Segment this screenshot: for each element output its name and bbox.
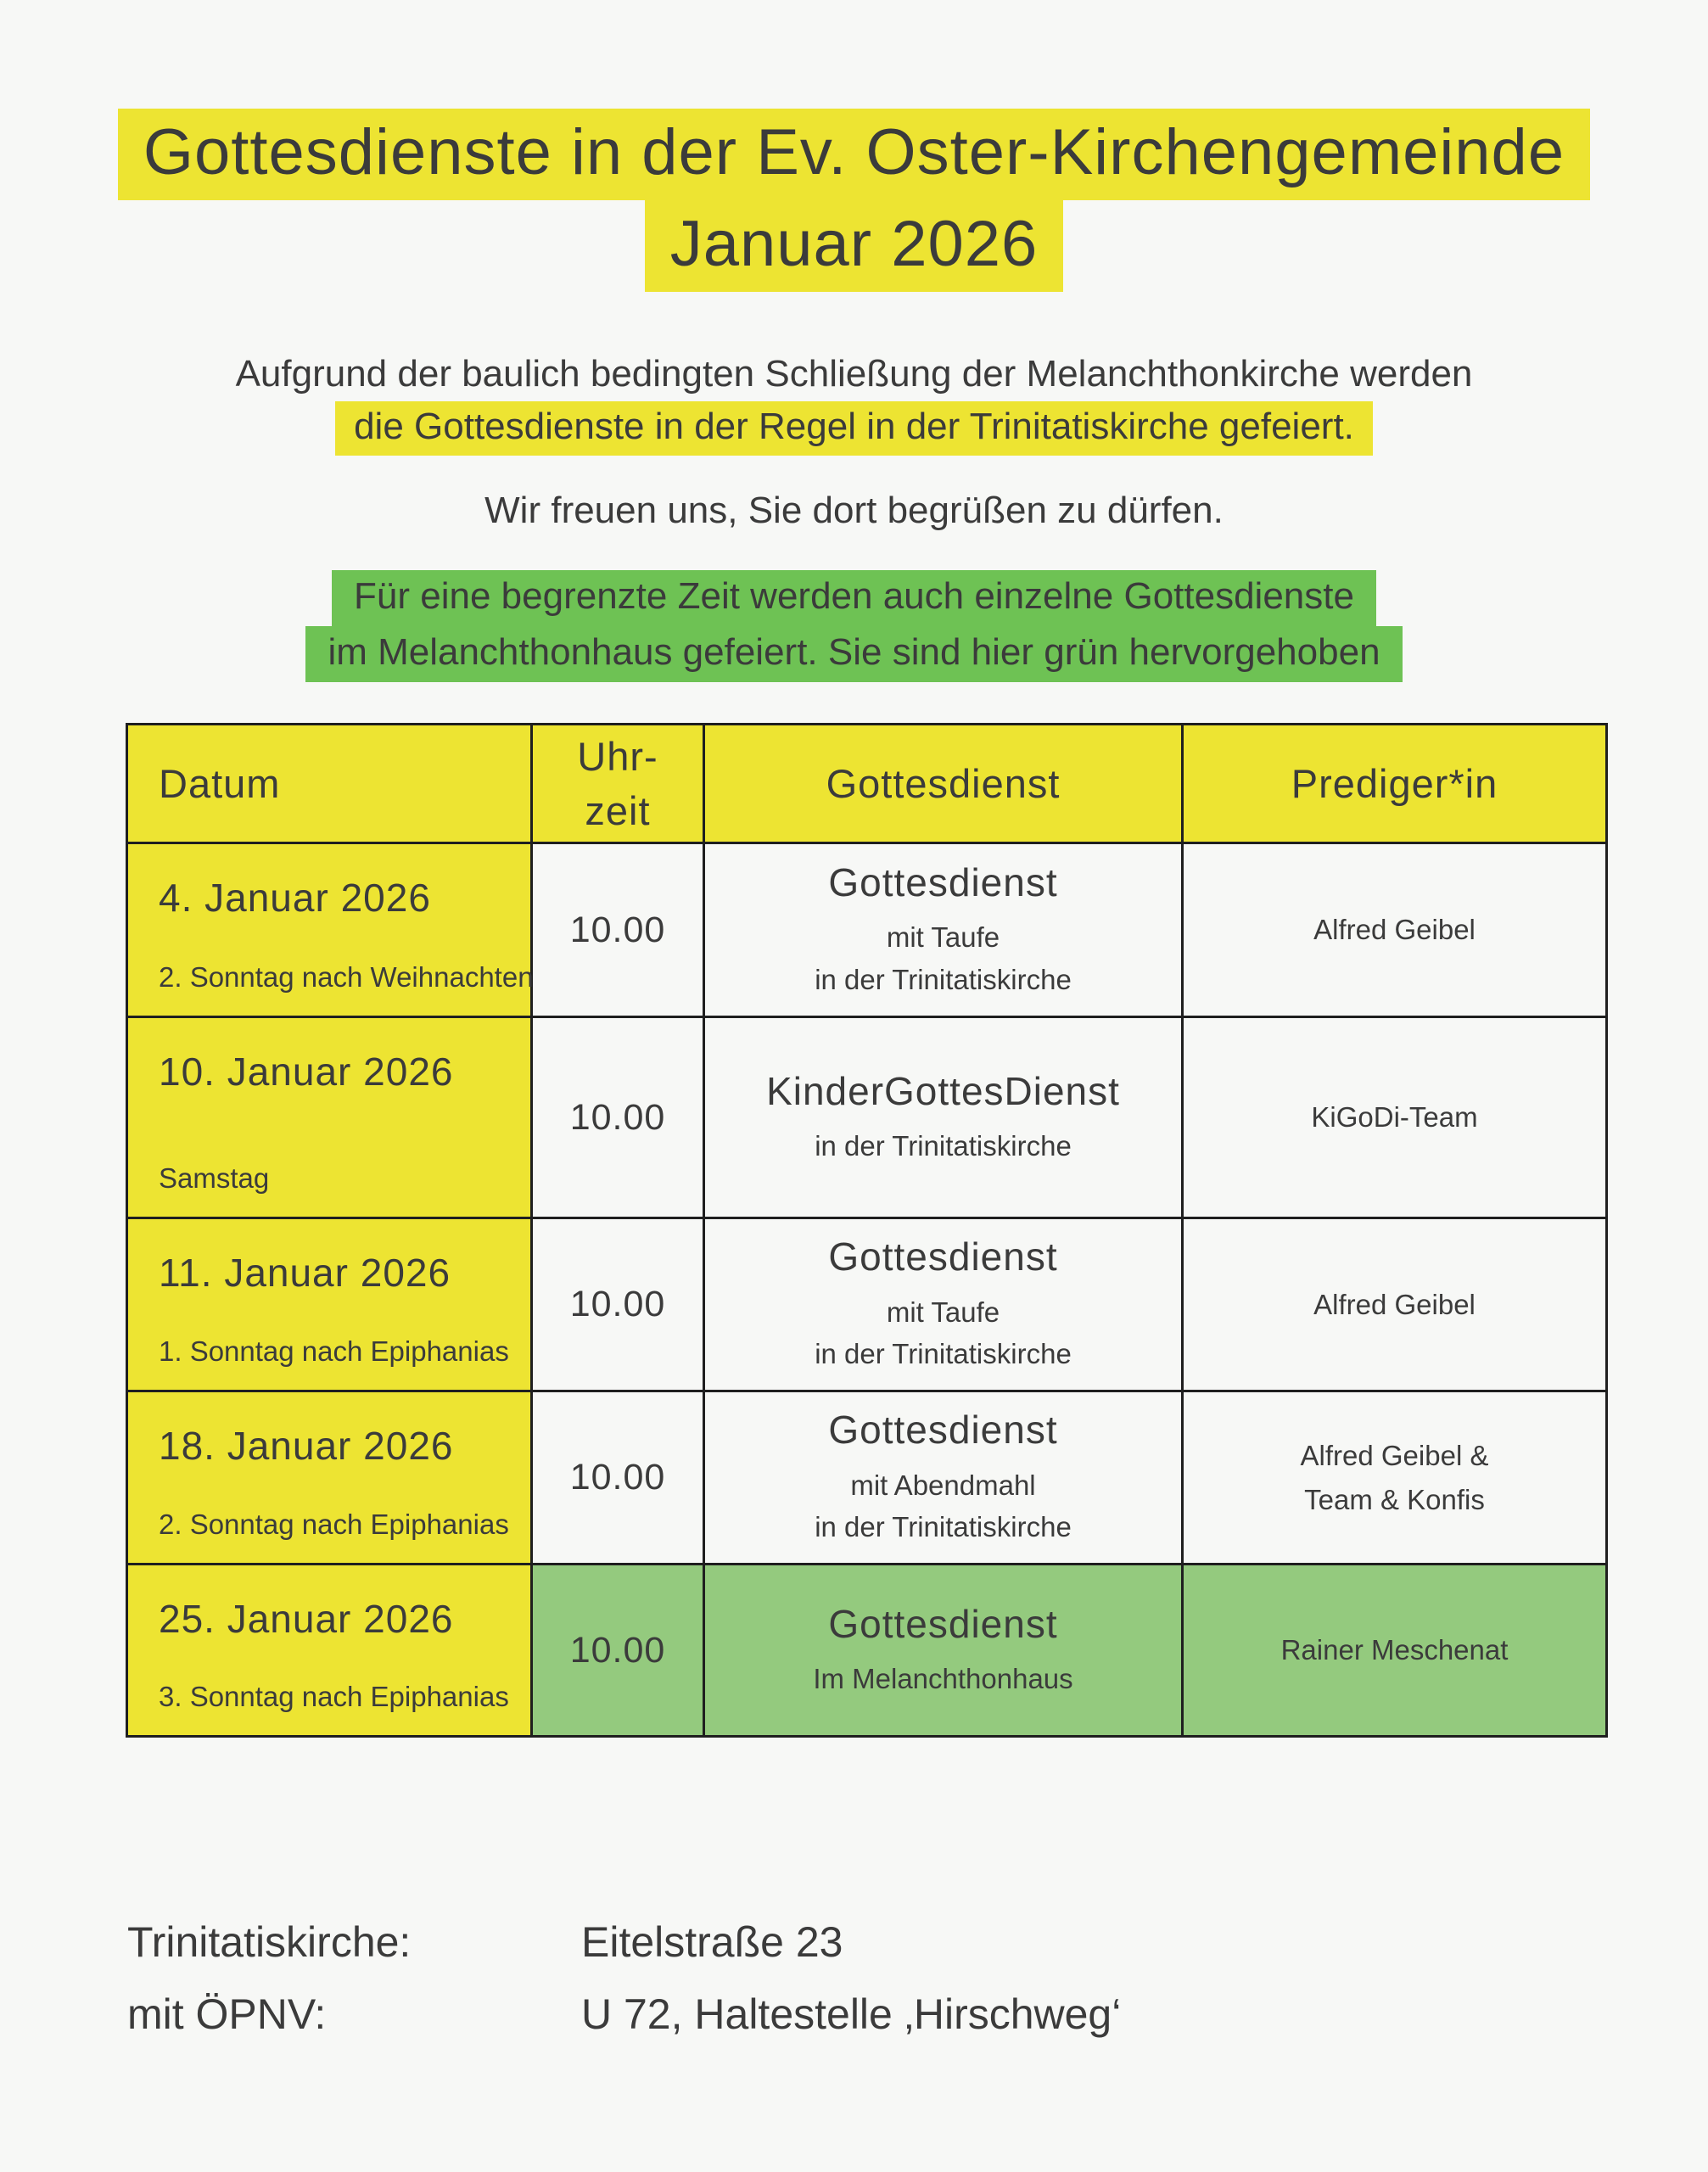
date-note: 1. Sonntag nach Epiphanias [159,1335,509,1367]
table-row [127,843,1607,1017]
location-value: U 72, Haltestelle ‚Hirschweg‘ [581,1990,1122,2038]
service-cell [704,1017,1183,1218]
date-cell [127,1391,532,1565]
preacher-name: Rainer Meschenat [1280,1634,1509,1666]
service-title: Gottesdienst [828,859,1058,904]
notice-line-1 [0,570,1708,626]
table-row-highlighted-green [127,1565,1607,1737]
location-info-section [127,1916,1121,2059]
column-header-uhrzeit-line2: zeit [585,787,651,833]
service-title: KinderGottesDienst [766,1068,1120,1113]
service-title: Gottesdienst [828,1234,1058,1279]
service-detail: in der Trinitatiskirche [815,1129,1072,1162]
date-note: 2. Sonntag nach Epiphanias [159,1509,509,1540]
preacher-name: Alfred Geibel & [1300,1440,1489,1472]
preacher-name: Alfred Geibel [1313,914,1476,946]
notice-line-1-highlighted: Für eine begrenzte Zeit werden auch einzelne Gottesdienste [332,570,1376,626]
date-note: Samstag [159,1162,270,1194]
location-value: Eitelstraße 23 [581,1918,843,1966]
table-row [127,1391,1607,1565]
service-cell [704,843,1183,1017]
service-title: Gottesdienst [828,1408,1058,1453]
service-cell [704,1391,1183,1565]
date-cell [127,1218,532,1391]
column-header-datum: Datum [127,725,532,843]
intro-line-3: Wir freuen uns, Sie dort begrüßen zu dürfen. [484,490,1224,532]
table-row [127,1017,1607,1218]
preacher-cell [1183,843,1607,1017]
date-cell [127,1565,532,1737]
preacher-cell [1183,1218,1607,1391]
date-value: 11. Januar 2026 [159,1251,451,1295]
table-row [127,1218,1607,1391]
column-header-uhrzeit-line1: Uhr- [577,734,658,780]
service-detail: Im Melanchthonhaus [813,1662,1073,1694]
green-notice-block [0,570,1708,682]
title-month-highlighted: Januar 2026 [645,200,1064,292]
service-detail: mit Abendmahl [850,1469,1036,1501]
date-cell [127,1017,532,1218]
title-line-2 [0,200,1708,292]
column-header-prediger: Prediger*in [1183,725,1607,843]
service-detail: in der Trinitatiskirche [815,1338,1072,1370]
service-title: Gottesdienst [828,1601,1058,1646]
date-value: 25. Januar 2026 [159,1597,454,1641]
location-row-church [127,1916,1121,1969]
date-value: 4. Januar 2026 [159,876,431,920]
intro-section [0,350,1708,682]
location-label: mit ÖPNV: [127,1990,327,2038]
document-title-block [0,109,1708,292]
preacher-name: KiGoDi-Team [1311,1101,1478,1134]
time-cell: 10.00 [532,1565,704,1737]
title-line-1 [0,109,1708,200]
notice-line-2-highlighted: im Melanchthonhaus gefeiert. Sie sind hier grün hervorgehoben [305,626,1402,682]
preacher-cell [1183,1565,1607,1737]
date-note: 2. Sonntag nach Weihnachten [159,961,534,993]
preacher-cell [1183,1391,1607,1565]
location-label: Trinitatiskirche: [127,1918,412,1966]
column-header-uhrzeit [532,725,704,843]
service-detail: in der Trinitatiskirche [815,1511,1072,1543]
service-detail: mit Taufe [886,1296,1000,1328]
time-cell: 10.00 [532,843,704,1017]
date-value: 10. Januar 2026 [159,1050,454,1094]
time-cell: 10.00 [532,1218,704,1391]
date-value: 18. Januar 2026 [159,1424,454,1468]
notice-line-2 [0,626,1708,682]
date-note: 3. Sonntag nach Epiphanias [159,1681,509,1712]
service-cell [704,1565,1183,1737]
preacher-name: Alfred Geibel [1313,1288,1476,1320]
date-cell [127,843,532,1017]
service-detail: in der Trinitatiskirche [815,963,1072,995]
column-header-gottesdienst: Gottesdienst [704,725,1183,843]
time-cell: 10.00 [532,1391,704,1565]
intro-line-2-highlighted: die Gottesdienste in der Regel in der Trinitatiskirche gefeiert. [335,401,1373,456]
preacher-name: Team & Konfis [1304,1483,1485,1515]
service-schedule-table [126,723,1608,1738]
service-cell [704,1218,1183,1391]
time-cell: 10.00 [532,1017,704,1218]
preacher-cell [1183,1017,1607,1218]
service-detail: mit Taufe [886,921,1000,954]
title-text-highlighted: Gottesdienste in der Ev. Oster-Kirchengemeinde [118,109,1590,200]
table-header-row [127,725,1607,843]
intro-line-1: Aufgrund der baulich bedingten Schließung der Melanchthonkirche werden [235,353,1473,395]
intro-line-2 [0,401,1708,456]
location-row-transit [127,1988,1121,2041]
